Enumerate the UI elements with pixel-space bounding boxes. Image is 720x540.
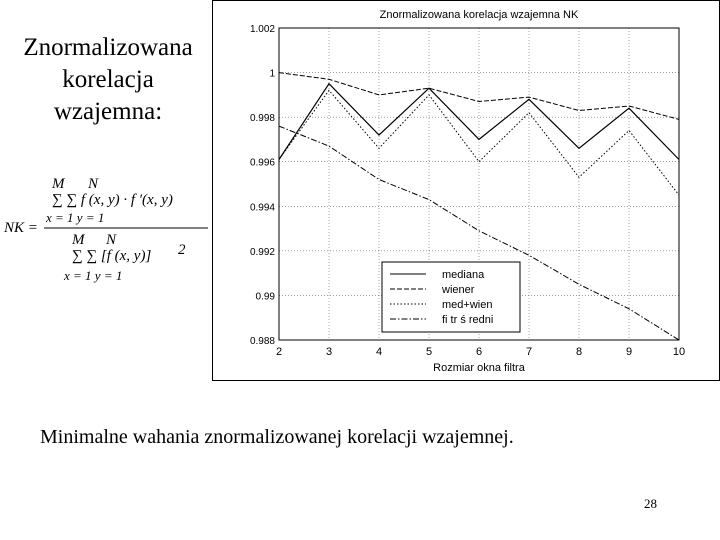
- legend-label: mediana: [442, 269, 485, 281]
- legend-label: wiener: [442, 284, 475, 296]
- formula-den-lower: x = 1 y = 1: [64, 268, 123, 283]
- slide-title: [2, 32, 214, 128]
- formula-lhs: NK =: [4, 220, 38, 236]
- formula-den-exponent: 2: [178, 242, 186, 258]
- y-tick-label: 1.002: [249, 24, 275, 35]
- formula-den-upper-n: N: [106, 232, 117, 248]
- chart-title: Znormalizowana korelacja wzajemna NK: [379, 9, 579, 21]
- chart-legend: [382, 262, 520, 332]
- formula-num-lower: x = 1 y = 1: [46, 210, 105, 225]
- title-line-2: korelacja: [62, 66, 154, 93]
- page-number: 28: [644, 496, 657, 511]
- x-axis-label: Rozmiar okna filtra: [433, 362, 525, 374]
- title-line-1: Znormalizowana: [23, 34, 193, 61]
- y-tick-label: 0.996: [249, 157, 275, 169]
- formula-denominator: ∑ ∑ [f (x, y)]: [72, 248, 152, 264]
- x-tick-label: 9: [625, 346, 633, 358]
- y-tick-label: 1: [269, 68, 275, 80]
- x-tick-label: 6: [475, 346, 483, 358]
- x-tick-label: 5: [425, 346, 433, 358]
- x-tick-label: 10: [672, 346, 686, 358]
- slide-caption: Minimalne wahania znormalizowanej korelacji wzajemnej.: [40, 426, 514, 448]
- x-tick-label: 7: [525, 346, 533, 358]
- nk-chart: [212, 0, 720, 382]
- legend-label: fi tr ś redni: [442, 314, 494, 326]
- formula-den-upper-m: M: [72, 232, 85, 248]
- x-tick-label: 8: [575, 346, 583, 358]
- formula-num-upper-m: M: [52, 176, 65, 192]
- title-line-3: wzajemna:: [53, 98, 163, 125]
- legend-label: med+wien: [442, 299, 493, 311]
- y-tick-label: 0.994: [249, 202, 275, 214]
- nk-formula: [0, 170, 212, 290]
- y-tick-label: 0.988: [249, 336, 275, 347]
- y-tick-label: 0.992: [249, 246, 275, 258]
- x-tick-label: 4: [375, 346, 383, 358]
- x-tick-label: 2: [275, 346, 283, 358]
- formula-num-upper-n: N: [88, 176, 99, 192]
- formula-numerator: ∑ ∑ f (x, y) · f ′(x, y): [52, 192, 173, 208]
- y-tick-label: 0.998: [249, 113, 275, 125]
- x-tick-label: 3: [325, 346, 333, 358]
- y-tick-label: 0.99: [255, 291, 275, 303]
